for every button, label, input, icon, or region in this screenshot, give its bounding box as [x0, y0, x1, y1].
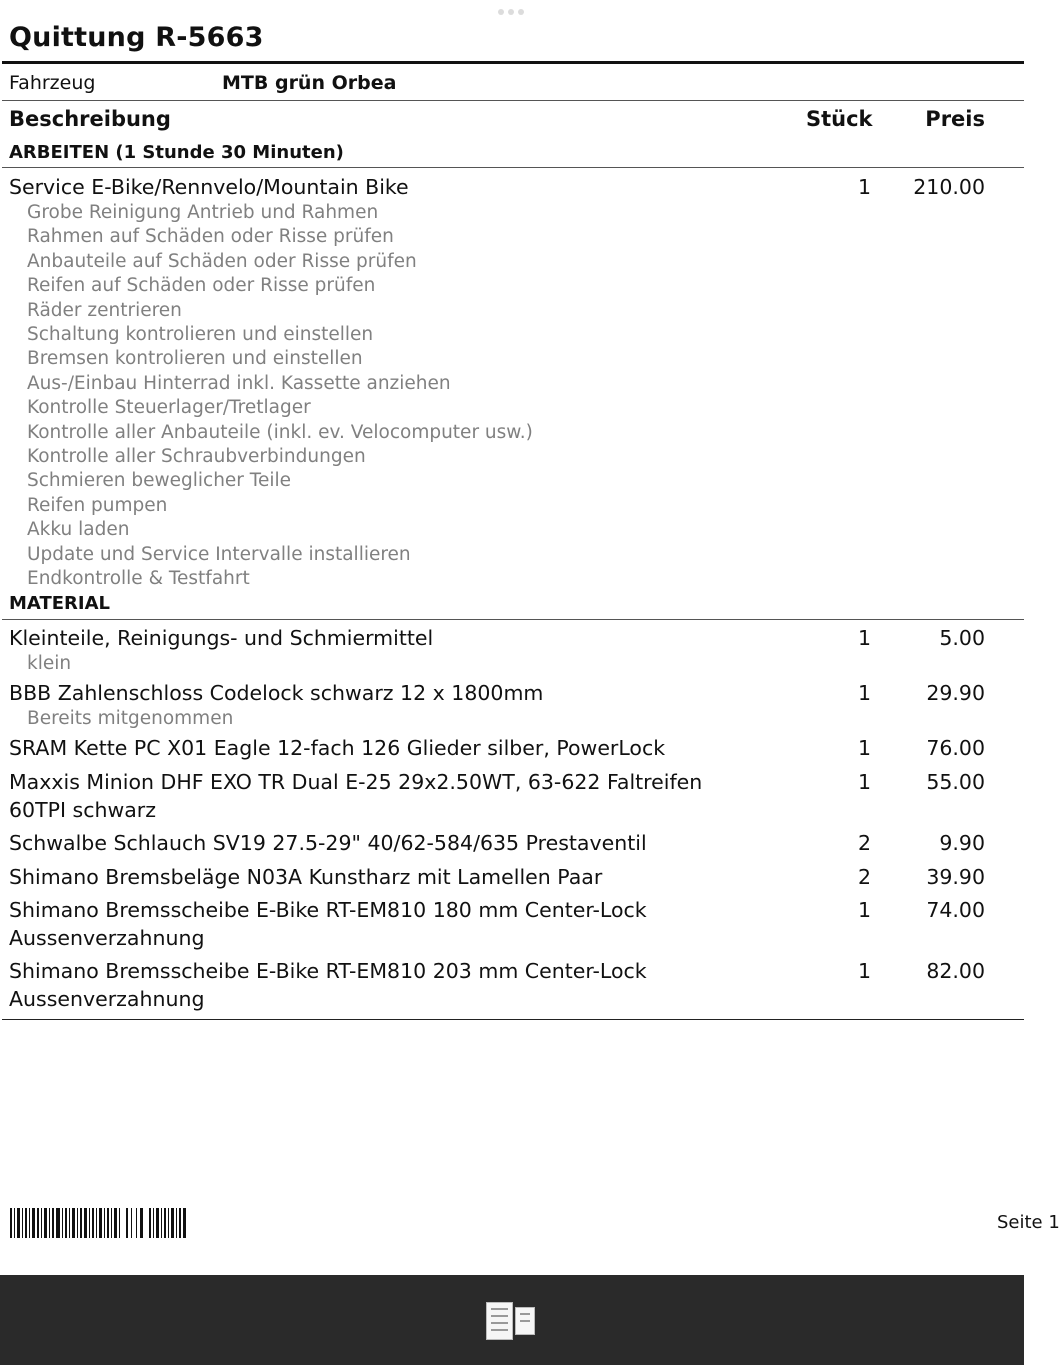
item-note: Kontrolle Steuerlager/Tretlager [27, 397, 311, 419]
item-note: Räder zentrieren [27, 299, 182, 321]
table-row [9, 768, 1024, 824]
item-price: 74.00 [926, 898, 985, 922]
table-row [9, 624, 1024, 676]
item-note: Reifen pumpen [27, 494, 168, 516]
table-row [9, 863, 1024, 891]
section-heading-work: ARBEITEN (1 Stunde 30 Minuten) [9, 142, 344, 163]
item-note: Rahmen auf Schäden oder Risse prüfen [27, 226, 394, 248]
item-note: klein [27, 653, 72, 674]
item-note: Reifen auf Schäden oder Risse prüfen [27, 275, 376, 297]
item-price: 9.90 [939, 831, 985, 855]
item-description: Shimano Bremsscheibe E-Bike RT-EM810 180 mm Center-Lock Aussenverzahnung [9, 898, 647, 950]
page-number-label: Seite 1 [997, 1212, 1060, 1233]
item-price: 76.00 [926, 736, 985, 760]
item-note: Schaltung kontrolieren und einstellen [27, 324, 374, 346]
item-description: BBB Zahlenschloss Codelock schwarz 12 x 1800mm [9, 681, 544, 705]
item-note: Schmieren beweglicher Teile [27, 470, 291, 492]
title-divider [2, 61, 1024, 64]
item-price: 5.00 [939, 626, 985, 650]
table-row [9, 734, 1024, 762]
page-thumbnail-icon[interactable] [515, 1307, 535, 1335]
item-quantity: 2 [857, 865, 871, 889]
item-note: Kontrolle aller Schraubverbindungen [27, 446, 366, 468]
table-row [9, 957, 1024, 1013]
thumbnail-bar [0, 1275, 1024, 1365]
item-description: SRAM Kette PC X01 Eagle 12-fach 126 Glieder silber, PowerLock [9, 736, 666, 760]
item-quantity: 1 [857, 770, 871, 794]
item-note: Grobe Reinigung Antrieb und Rahmen [27, 202, 379, 223]
item-quantity: 1 [857, 626, 871, 650]
item-description: Maxxis Minion DHF EXO TR Dual E-25 29x2.50WT, 63-622 Faltreifen 60TPI schwarz [9, 770, 703, 822]
page-thumbnail-icon[interactable] [486, 1302, 513, 1340]
item-quantity: 1 [857, 898, 871, 922]
item-quantity: 1 [857, 175, 871, 199]
item-note: Bereits mitgenommen [27, 708, 234, 729]
section-heading-material: MATERIAL [9, 593, 110, 614]
vehicle-label: Fahrzeug [9, 72, 96, 94]
item-price: 82.00 [926, 959, 985, 983]
material-section-divider [2, 619, 1024, 620]
item-description: Shimano Bremsscheibe E-Bike RT-EM810 203 mm Center-Lock Aussenverzahnung [9, 959, 647, 1011]
column-header-price: Preis [925, 107, 985, 131]
page-title: Quittung R-5663 [9, 22, 264, 53]
item-price: 210.00 [913, 175, 985, 199]
table-row [9, 679, 1024, 731]
item-quantity: 1 [857, 959, 871, 983]
work-section-divider [2, 167, 1024, 168]
item-quantity: 1 [857, 681, 871, 705]
item-description: Schwalbe Schlauch SV19 27.5-29" 40/62-584/635 Prestaventil [9, 831, 647, 855]
column-header-description: Beschreibung [9, 107, 171, 131]
item-price: 39.90 [926, 865, 985, 889]
item-price: 55.00 [926, 770, 985, 794]
table-row [9, 829, 1024, 857]
vehicle-value: MTB grün Orbea [222, 72, 397, 94]
item-description: Service E-Bike/Rennvelo/Mountain Bike [9, 175, 409, 199]
item-description: Kleinteile, Reinigungs- und Schmiermittel [9, 626, 434, 650]
item-note: Anbauteile auf Schäden oder Risse prüfen [27, 250, 417, 272]
item-quantity: 2 [857, 831, 871, 855]
table-row [9, 896, 1024, 952]
drag-handle[interactable] [498, 9, 524, 15]
item-price: 29.90 [926, 681, 985, 705]
item-description: Shimano Bremsbeläge N03A Kunstharz mit Lamellen Paar [9, 865, 603, 889]
item-note: Update und Service Intervalle installieren [27, 543, 411, 565]
item-note: Endkontrolle & Testfahrt [27, 568, 250, 590]
column-header-quantity: Stück [806, 107, 873, 131]
item-note: Aus-/Einbau Hinterrad inkl. Kassette anziehen [27, 372, 451, 394]
vehicle-divider [2, 100, 1024, 101]
item-quantity: 1 [857, 736, 871, 760]
item-note: Kontrolle aller Anbauteile (inkl. ev. Velocomputer usw.) [27, 421, 533, 443]
item-note: Akku laden [27, 519, 130, 541]
barcode-icon [10, 1208, 186, 1238]
table-end-divider [2, 1019, 1024, 1020]
item-note: Bremsen kontrolieren und einstellen [27, 348, 363, 370]
table-row [9, 173, 1024, 592]
